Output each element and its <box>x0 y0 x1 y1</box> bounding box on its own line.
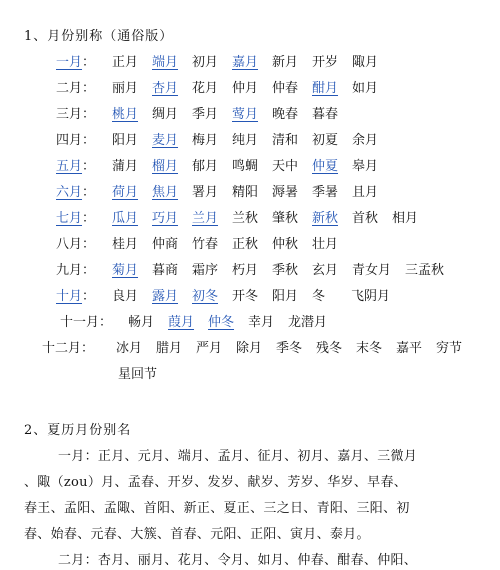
month-label-text: 十一月 <box>60 315 100 330</box>
alias-name: 兰秋 <box>232 211 259 226</box>
month-label[interactable] <box>56 288 95 306</box>
alias-name: 丽月 <box>112 81 139 96</box>
month-colon: ： <box>82 237 96 252</box>
alias-link[interactable]: 酣月 <box>312 81 339 96</box>
alias-name: 花月 <box>192 81 219 96</box>
month-row <box>0 340 500 358</box>
paragraph-line: 春、始春、元春、大簇、首春、元阳、正阳、寅月、泰月。 <box>24 527 370 542</box>
month-colon: ： <box>82 211 96 226</box>
alias-name: 仲月 <box>232 81 259 96</box>
alias-name: 陬月 <box>352 55 379 70</box>
alias-link[interactable]: 初冬 <box>192 289 219 304</box>
alias-name: 星回节 <box>118 367 158 382</box>
month-label-text: 八月 <box>56 237 83 252</box>
month-row <box>0 262 500 280</box>
alias-name: 正秋 <box>232 237 259 252</box>
month-label <box>56 80 95 98</box>
paragraph-line: 、陬（zou）月、孟春、开岁、发岁、献岁、芳岁、华岁、早春、 <box>24 475 408 490</box>
month-label-text: 十二月 <box>42 341 82 356</box>
alias-name: 壮月 <box>312 237 339 252</box>
alias-link[interactable]: 葭月 <box>168 315 195 330</box>
alias-name: 龙潜月 <box>288 315 328 330</box>
alias-name: 且月 <box>352 185 379 200</box>
alias-link[interactable]: 仲冬 <box>208 315 235 330</box>
alias-name: 绸月 <box>152 107 179 122</box>
month-row <box>0 236 500 254</box>
month-label-text: 四月 <box>56 133 83 148</box>
alias-name: 暮春 <box>312 107 339 122</box>
month-label <box>56 106 95 124</box>
month-row <box>0 288 500 306</box>
alias-name: 精阳 <box>232 185 259 200</box>
month-colon: ： <box>82 107 96 122</box>
alias-name: 桂月 <box>112 237 139 252</box>
alias-name: 蒲月 <box>112 159 139 174</box>
alias-name: 暮商 <box>152 263 179 278</box>
month-row <box>0 184 500 202</box>
alias-name: 鸣蜩 <box>232 159 259 174</box>
alias-link[interactable]: 仲夏 <box>312 159 339 174</box>
alias-name: 除月 <box>236 341 263 356</box>
alias-name: 季暑 <box>312 185 339 200</box>
month-row <box>0 158 500 176</box>
alias-name: 竹春 <box>192 237 219 252</box>
month-colon: ： <box>82 159 96 174</box>
alias-name: 残冬 <box>316 341 343 356</box>
month-label-text: 九月 <box>56 263 83 278</box>
paragraph-line: 一月：正月、元月、端月、孟月、征月、初月、嘉月、三微月 <box>58 449 418 464</box>
month-label <box>56 132 95 150</box>
month-label-text[interactable]: 十月 <box>56 289 83 304</box>
alias-link[interactable]: 麦月 <box>152 133 179 148</box>
paragraph-line: 春王、孟阳、孟陬、首阳、新正、夏正、三之日、青阳、三阳、初 <box>24 501 410 516</box>
alias-name: 如月 <box>352 81 379 96</box>
alias-name: 严月 <box>196 341 223 356</box>
alias-link[interactable]: 兰月 <box>192 211 219 226</box>
alias-name: 霜序 <box>192 263 219 278</box>
alias-name: 余月 <box>352 133 379 148</box>
alias-link[interactable]: 榴月 <box>152 159 179 174</box>
alias-name: 朽月 <box>232 263 259 278</box>
paragraph-line: 二月：杏月、丽月、花月、令月、如月、仲春、酣春、仲阳、 <box>58 553 418 568</box>
month-colon: ： <box>82 55 96 70</box>
alias-name: 溽暑 <box>272 185 299 200</box>
month-label-text[interactable]: 七月 <box>56 211 83 226</box>
alias-name: 冬 <box>312 289 326 304</box>
month-row <box>0 80 500 98</box>
alias-name: 末冬 <box>356 341 383 356</box>
month-label[interactable] <box>56 158 95 176</box>
alias-name: 玄月 <box>312 263 339 278</box>
alias-name: 开岁 <box>312 55 339 70</box>
month-label <box>60 314 112 332</box>
alias-name: 新月 <box>272 55 299 70</box>
alias-link[interactable]: 瓜月 <box>112 211 139 226</box>
month-colon: ： <box>82 81 96 96</box>
section1-title: 1、月份别称（通俗版） <box>24 29 174 44</box>
month-colon: ： <box>82 133 96 148</box>
alias-name: 开冬 <box>232 289 259 304</box>
alias-name: 相月 <box>392 211 419 226</box>
alias-name: 季冬 <box>276 341 303 356</box>
alias-name: 飞阴月 <box>351 289 391 304</box>
alias-name: 季秋 <box>272 263 299 278</box>
month-row <box>0 314 500 332</box>
alias-name: 首秋 <box>352 211 379 226</box>
alias-name: 幸月 <box>248 315 275 330</box>
alias-name: 仲春 <box>272 81 299 96</box>
alias-name: 郁月 <box>192 159 219 174</box>
month-label-text[interactable]: 一月 <box>56 55 83 70</box>
month-row <box>0 210 500 228</box>
alias-link[interactable]: 新秋 <box>312 211 339 226</box>
month-colon: ： <box>99 315 113 330</box>
alias-link[interactable]: 莺月 <box>232 107 259 122</box>
month-label[interactable] <box>56 210 95 228</box>
month-row <box>0 54 500 72</box>
alias-name: 嘉平 <box>396 341 423 356</box>
month-row <box>0 106 500 124</box>
alias-name: 腊月 <box>156 341 183 356</box>
alias-name: 青女月 <box>352 263 392 278</box>
alias-name: 梅月 <box>192 133 219 148</box>
alias-name: 良月 <box>112 289 139 304</box>
month-label <box>42 340 94 358</box>
alias-link[interactable]: 嘉月 <box>232 55 259 70</box>
alias-name: 阳月 <box>112 133 139 148</box>
alias-name: 季月 <box>192 107 219 122</box>
alias-name: 署月 <box>192 185 219 200</box>
alias-name: 三孟秋 <box>405 263 445 278</box>
alias-name: 初夏 <box>312 133 339 148</box>
month-colon: ： <box>81 341 95 356</box>
alias-name: 仲秋 <box>272 237 299 252</box>
alias-link[interactable]: 菊月 <box>112 263 139 278</box>
alias-link[interactable]: 桃月 <box>112 107 139 122</box>
alias-name: 畅月 <box>128 315 155 330</box>
month-label[interactable] <box>56 54 95 72</box>
month-label-text[interactable]: 五月 <box>56 159 83 174</box>
month-label <box>56 236 95 254</box>
alias-name: 天中 <box>272 159 299 174</box>
month-label <box>56 262 95 280</box>
alias-link[interactable]: 巧月 <box>152 211 179 226</box>
section2-title: 2、夏历月份别名 <box>24 423 132 438</box>
alias-name: 肇秋 <box>272 211 299 226</box>
alias-name: 阳月 <box>272 289 299 304</box>
month-row <box>0 132 500 150</box>
alias-link[interactable]: 杏月 <box>152 81 179 96</box>
alias-name: 正月 <box>112 55 139 70</box>
alias-link[interactable]: 露月 <box>152 289 179 304</box>
alias-name: 晚春 <box>272 107 299 122</box>
alias-name: 穷节 <box>436 341 463 356</box>
alias-name: 冰月 <box>116 341 143 356</box>
alias-link[interactable]: 荷月 <box>112 185 139 200</box>
alias-link[interactable]: 端月 <box>152 55 179 70</box>
month-label-text: 三月 <box>56 107 83 122</box>
month-colon: ： <box>82 185 96 200</box>
alias-name: 仲商 <box>152 237 179 252</box>
month-label[interactable] <box>56 184 95 202</box>
month-colon: ： <box>82 289 96 304</box>
month-colon: ： <box>82 263 96 278</box>
alias-name: 纯月 <box>232 133 259 148</box>
alias-name: 初月 <box>192 55 219 70</box>
month-label-text[interactable]: 六月 <box>56 185 83 200</box>
alias-name: 皋月 <box>352 159 379 174</box>
alias-link[interactable]: 焦月 <box>152 185 179 200</box>
alias-name: 清和 <box>272 133 299 148</box>
month-label-text: 二月 <box>56 81 83 96</box>
